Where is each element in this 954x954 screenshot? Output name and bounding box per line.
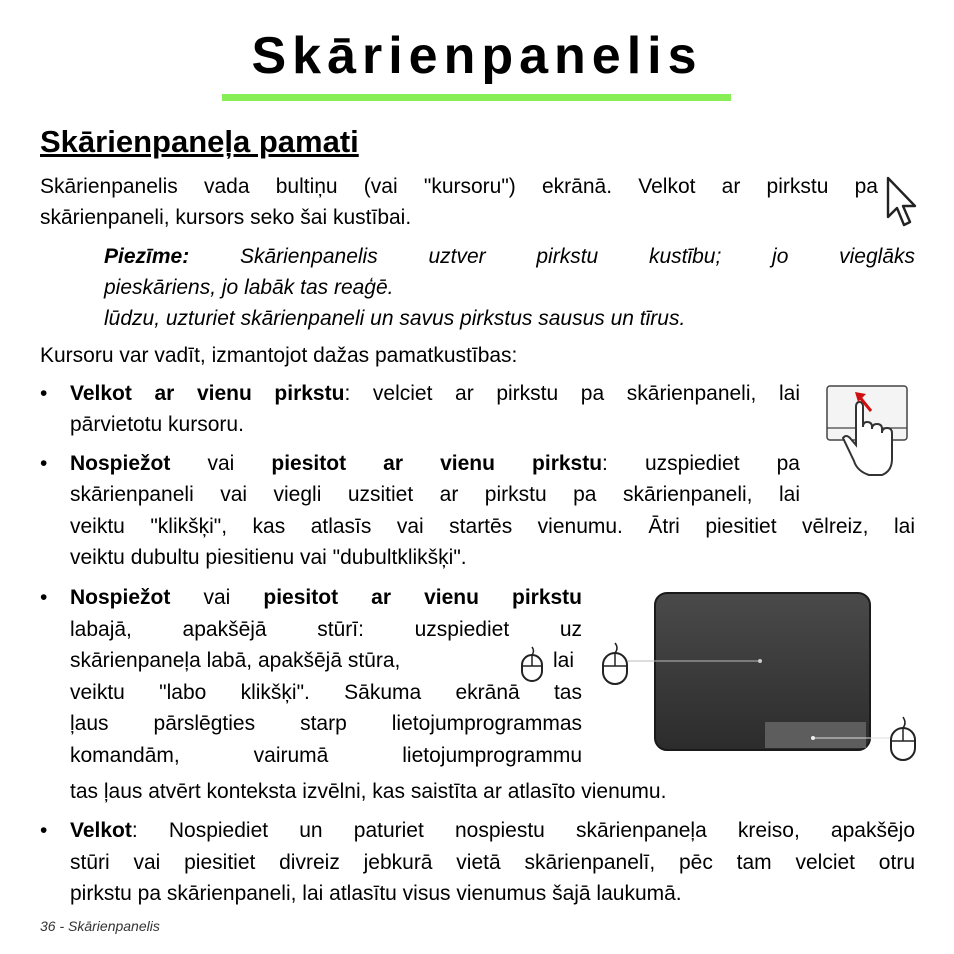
mouse-left-icon xyxy=(600,642,630,686)
bullet-marker: • xyxy=(40,586,48,609)
intro-line-1: Skārienpanelis vada bultiņu (vai "kursoru") ekrānā. Velkot ar pirkstu pa xyxy=(40,175,878,198)
touchpad-illustration xyxy=(598,590,924,765)
bullet-3-line-6: komandām, vairumā lietojumprogrammu xyxy=(70,744,582,767)
bullet-marker: • xyxy=(40,382,48,405)
bullet-1-line-1: Velkot ar vienu pirkstu: velciet ar pirkstu pa skārienpaneli, lai xyxy=(70,382,800,405)
bullet-3-line-5: ļaus pārslēgties starp lietojumprogrammas xyxy=(70,712,582,735)
page-footer: 36 - Skārienpanelis xyxy=(40,918,160,934)
mouse-pointer-icon xyxy=(884,175,918,229)
title-underline xyxy=(222,94,731,101)
mouse-right-icon xyxy=(888,716,918,762)
bullet-3-line-1: Nospiežot vai piesitot ar vienu pirkstu xyxy=(70,586,583,609)
note-label: Piezīme: xyxy=(104,245,190,268)
bullet-3-line-3a: skārienpaneļa labā, apakšējā stūra, xyxy=(70,649,401,672)
bullet-4-line-1: Velkot: Nospiediet un paturiet nospiestu skārienpaneļa kreiso, apakšējo xyxy=(70,819,915,842)
section-heading: Skārienpaneļa pamati xyxy=(40,124,359,159)
lead-sentence: Kursoru var vadīt, izmantojot dažas pamatkustības: xyxy=(40,344,518,367)
bullet-3-line-4: veiktu "labo klikšķi". Sākuma ekrānā tas xyxy=(70,681,582,704)
note-line-1: Piezīme: Skārienpanelis uztver pirkstu kustību; jo vieglāks xyxy=(104,245,916,268)
bullet-2-line-4: veiktu dubultu piesitienu vai "dubultklikšķi". xyxy=(70,546,467,569)
bullet-3-line-2: labajā, apakšējā stūrī: uzspiediet uz xyxy=(70,618,582,641)
bullet-marker: • xyxy=(40,819,48,842)
intro-line-2: skārienpaneli, kursors seko šai kustībai. xyxy=(40,206,412,229)
bullet-2-line-2: skārienpaneli vai viegli uzsitiet ar pirkstu pa skārienpaneli, lai xyxy=(70,483,800,506)
note-line-3: lūdzu, uzturiet skārienpaneli un savus pirkstus sausus un tīrus. xyxy=(104,307,686,330)
bullet-3-line-3b: lai xyxy=(553,649,575,672)
bullet-marker: • xyxy=(40,452,48,475)
page-title: Skārienpanelis xyxy=(251,27,703,85)
bullet-1-line-2: pārvietotu kursoru. xyxy=(70,413,244,436)
finger-swipe-touchpad-icon xyxy=(824,383,910,483)
bullet-3-line-7: tas ļaus atvērt konteksta izvēlni, kas saistīta ar atlasīto vienumu. xyxy=(70,780,667,803)
bullet-4-line-3: pirkstu pa skārienpaneli, lai atlasītu visus vienumus šajā laukumā. xyxy=(70,882,682,905)
bullet-4-line-2: stūri vai piesitiet divreiz jebkurā vietā skārienpanelī, pēc tam velciet otru xyxy=(70,851,915,874)
bullet-2-line-3: veiktu "klikšķi", kas atlasīs vai startēs vienumu. Ātri piesitiet vēlreiz, lai xyxy=(70,515,915,538)
bullet-2-line-1: Nospiežot vai piesitot ar vienu pirkstu: uzspiediet pa xyxy=(70,452,800,475)
note-line-2: pieskāriens, jo labāk tas reaģē. xyxy=(104,276,394,299)
